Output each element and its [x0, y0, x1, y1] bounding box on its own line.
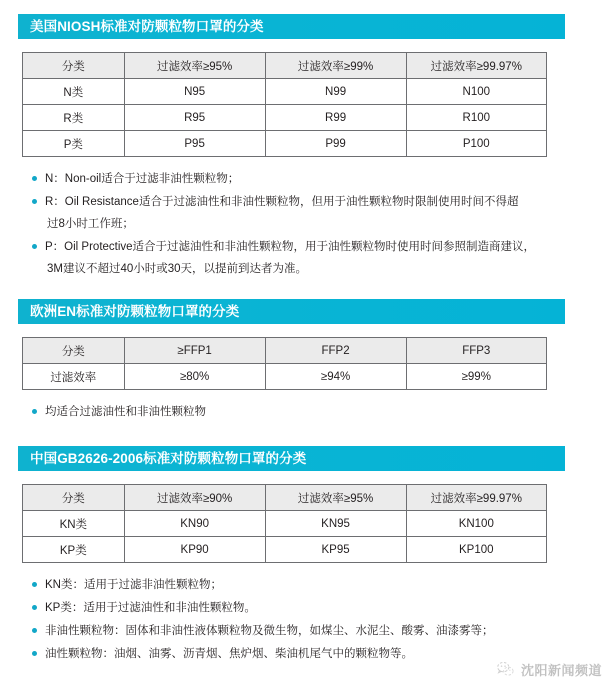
- note-text-continued: 过8小时工作班；: [47, 218, 134, 230]
- table-gb: [22, 484, 547, 563]
- notes-list-gb: [32, 574, 596, 665]
- note-text: R：Oil Resistance适合于过滤油性和非油性颗粒物，但用于油性颗粒物时限制使用时间不得超: [45, 196, 519, 208]
- table-cell: ≥80%: [124, 364, 265, 390]
- table-header-row: [23, 53, 547, 79]
- section-header-bar-niosh: [18, 14, 565, 39]
- table-row: [23, 79, 547, 105]
- section-niosh: [0, 14, 616, 280]
- table-cell: ≥94%: [265, 364, 406, 390]
- bullet-dot-icon: [32, 605, 37, 610]
- table-cell: KP类: [23, 537, 125, 563]
- bullet-dot-icon: [32, 651, 37, 656]
- table-cell: N95: [124, 79, 265, 105]
- bullet-dot-icon: [32, 199, 37, 204]
- bullet-dot-icon: [32, 176, 37, 181]
- bullet-dot-icon: [32, 582, 37, 587]
- column-header: FFP2: [265, 338, 406, 364]
- bullet-dot-icon: [32, 409, 37, 414]
- bullet-dot-icon: [32, 628, 37, 633]
- table-cell: KP100: [406, 537, 546, 563]
- column-header: 过滤效率≥99%: [265, 53, 406, 79]
- column-header: 过滤效率≥90%: [124, 485, 265, 511]
- note-item: [32, 597, 596, 619]
- column-header: 过滤效率≥95%: [124, 53, 265, 79]
- table-cell: N类: [23, 79, 125, 105]
- column-header: 过滤效率≥99.97%: [406, 485, 546, 511]
- note-text-continued: 3M建议不超过40小时或30天，以提前到达者为准。: [47, 263, 308, 275]
- table-cell: N99: [265, 79, 406, 105]
- table-cell: KN90: [124, 511, 265, 537]
- table-cell: P95: [124, 131, 265, 157]
- table-cell: ≥99%: [406, 364, 546, 390]
- table-cell: P类: [23, 131, 125, 157]
- table-header-row: [23, 485, 547, 511]
- note-item: [32, 620, 596, 642]
- note-text: 非油性颗粒物：固体和非油性液体颗粒物及微生物，如煤尘、水泥尘、酸雾、油漆雾等；: [45, 625, 494, 637]
- section-gb: [0, 446, 616, 665]
- section-title-en: 欧洲EN标准对防颗粒物口罩的分类: [30, 303, 240, 319]
- table-cell: P100: [406, 131, 546, 157]
- note-text: P：Oil Protective适合于过滤油性和非油性颗粒物，用于油性颗粒物时使用时间参照制造商建议，: [45, 241, 536, 253]
- column-header: 分类: [23, 338, 125, 364]
- notes-list-niosh: [32, 168, 596, 280]
- note-text: KN类：适用于过滤非油性颗粒物；: [45, 579, 222, 591]
- note-item: [32, 401, 596, 423]
- table-row: [23, 364, 547, 390]
- section-header-bar-en: [18, 299, 565, 324]
- column-header: 过滤效率≥99.97%: [406, 53, 546, 79]
- note-item: [32, 191, 596, 235]
- table-cell: KN100: [406, 511, 546, 537]
- bullet-dot-icon: [32, 244, 37, 249]
- note-item: [32, 574, 596, 596]
- table-cell: KP95: [265, 537, 406, 563]
- table-cell: KN类: [23, 511, 125, 537]
- table-cell: 过滤效率: [23, 364, 125, 390]
- watermark: [496, 660, 602, 679]
- column-header: 分类: [23, 53, 125, 79]
- table-cell: KP90: [124, 537, 265, 563]
- note-text: KP类：适用于过滤油性和非油性颗粒物。: [45, 602, 256, 614]
- table-cell: R95: [124, 105, 265, 131]
- wechat-icon: [496, 660, 515, 679]
- section-title-gb: 中国GB2626-2006标准对防颗粒物口罩的分类: [30, 450, 307, 466]
- table-wrapper-niosh: [22, 52, 547, 157]
- table-header-row: [23, 338, 547, 364]
- note-item: [32, 168, 596, 190]
- section-title-niosh: 美国NIOSH标准对防颗粒物口罩的分类: [30, 18, 264, 34]
- table-row: [23, 511, 547, 537]
- section-header-bar-gb: [18, 446, 565, 471]
- table-wrapper-en: [22, 337, 547, 390]
- table-wrapper-gb: [22, 484, 547, 563]
- table-niosh: [22, 52, 547, 157]
- note-text: 均适合过滤油性和非油性颗粒物: [45, 406, 206, 418]
- table-cell: R99: [265, 105, 406, 131]
- table-row: [23, 131, 547, 157]
- column-header: ≥FFP1: [124, 338, 265, 364]
- table-en: [22, 337, 547, 390]
- column-header: 过滤效率≥95%: [265, 485, 406, 511]
- note-item: [32, 236, 596, 280]
- note-text: N：Non-oil适合于过滤非油性颗粒物；: [45, 173, 240, 185]
- column-header: 分类: [23, 485, 125, 511]
- table-cell: R100: [406, 105, 546, 131]
- notes-list-en: [32, 401, 596, 423]
- table-cell: R类: [23, 105, 125, 131]
- table-cell: N100: [406, 79, 546, 105]
- note-text: 油性颗粒物：油烟、油雾、沥青烟、焦炉烟、柴油机尾气中的颗粒物等。: [45, 648, 413, 660]
- watermark-text: 沈阳新闻频道: [520, 663, 602, 678]
- table-cell: P99: [265, 131, 406, 157]
- section-en: [0, 299, 616, 423]
- table-cell: KN95: [265, 511, 406, 537]
- table-row: [23, 537, 547, 563]
- table-row: [23, 105, 547, 131]
- column-header: FFP3: [406, 338, 546, 364]
